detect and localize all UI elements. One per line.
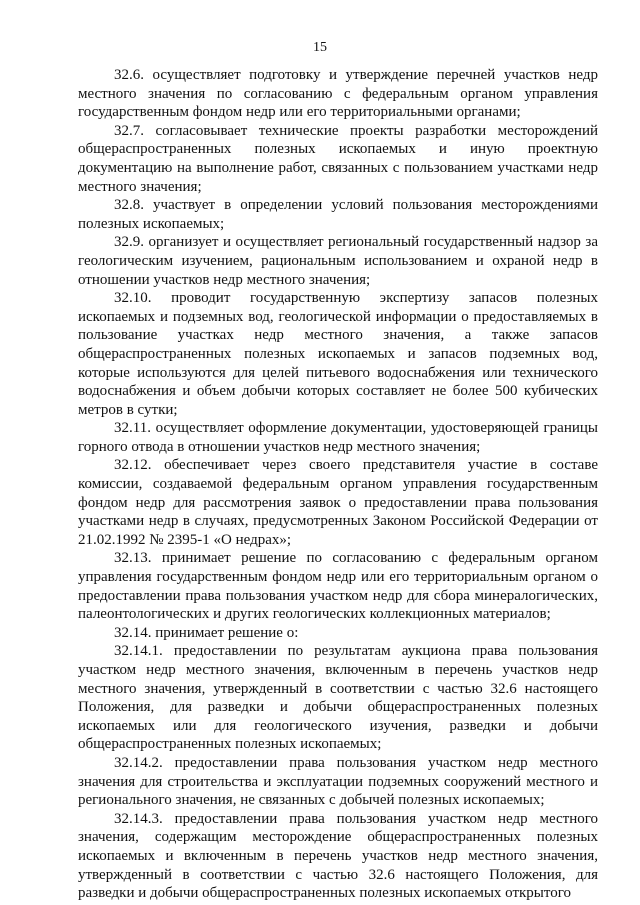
paragraph-32-13: 32.13. принимает решение по согласованию с федеральным органом управления государственным фондом недр или его территориальным органом о предоставлении права пользования участком недр для сбора минералогических, палеонтологических и других геологических коллекционных материалов;	[78, 550, 598, 623]
document-body	[78, 66, 598, 903]
paragraph-32-8: 32.8. участвует в определении условий пользования месторождениями полезных ископаемых;	[78, 197, 598, 232]
paragraph-32-7: 32.7. согласовывает технические проекты разработки месторождений общераспространенных полезных ископаемых и иную проектную документацию на выполнение работ, связанных с пользованием участками недр местного значения;	[78, 122, 598, 195]
page-number: 15	[313, 40, 327, 55]
paragraph-32-14-3: 32.14.3. предоставлении права пользования участком недр местного значения, содержащим месторождение общераспространенных полезных ископаемых и включенным в перечень участков недр местного значения, утвержденный в соответствии с частью 32.6 настоящего Положения, для разведки и добычи общераспространенных полезных ископаемых открытого	[78, 810, 598, 902]
paragraph-32-6: 32.6. осуществляет подготовку и утверждение перечней участков недр местного значения по согласованию с федеральным органом управления государственным фондом недр или его территориальными органами;	[78, 67, 598, 121]
paragraph-32-11: 32.11. осуществляет оформление документации, удостоверяющей границы горного отвода в отношении участков недр местного значения;	[78, 420, 598, 455]
paragraph-32-14: 32.14. принимает решение о:	[114, 624, 299, 641]
paragraph-32-14-1: 32.14.1. предоставлении по результатам аукциона права пользования участком недр местного значения, включенным в перечень участков недр местного значения, утвержденный в соответствии с частью 32.6 настоящего Положения, для разведки и добычи общераспространенных полезных ископаемых или для геологического изучения, разведки и добычи общераспространенных полезных ископаемых;	[78, 643, 598, 753]
paragraph-32-10: 32.10. проводит государственную экспертизу запасов полезных ископаемых и подземных вод, геологической информации о предоставляемых в пользование участках недр местного значения, а также запасов общераспространенных полезных ископаемых и запасов подземных вод, которые используются для целей питьевого водоснабжения или технического водоснабжения и объем добычи которых составляет не более 500 кубических метров в сутки;	[78, 290, 598, 418]
paragraph-32-14-2: 32.14.2. предоставлении права пользования участком недр местного значения для строительства и эксплуатации подземных сооружений местного и регионального значения, не связанных с добычей полезных ископаемых;	[78, 754, 598, 809]
paragraph-32-9: 32.9. организует и осуществляет региональный государственный надзор за геологическим изучением, рациональным использованием и охраной недр в отношении участков недр местного значения;	[78, 234, 598, 288]
paragraph-32-12: 32.12. обеспечивает через своего представителя участие в составе комиссии, создаваемой федеральным органом управления государственным фондом недр для рассмотрения заявок о предоставлении права пользования участками недр в случаях, предусмотренных Законом Российской Федерации от 21.02.1992 № 2395-1 «О недрах»;	[78, 457, 598, 548]
